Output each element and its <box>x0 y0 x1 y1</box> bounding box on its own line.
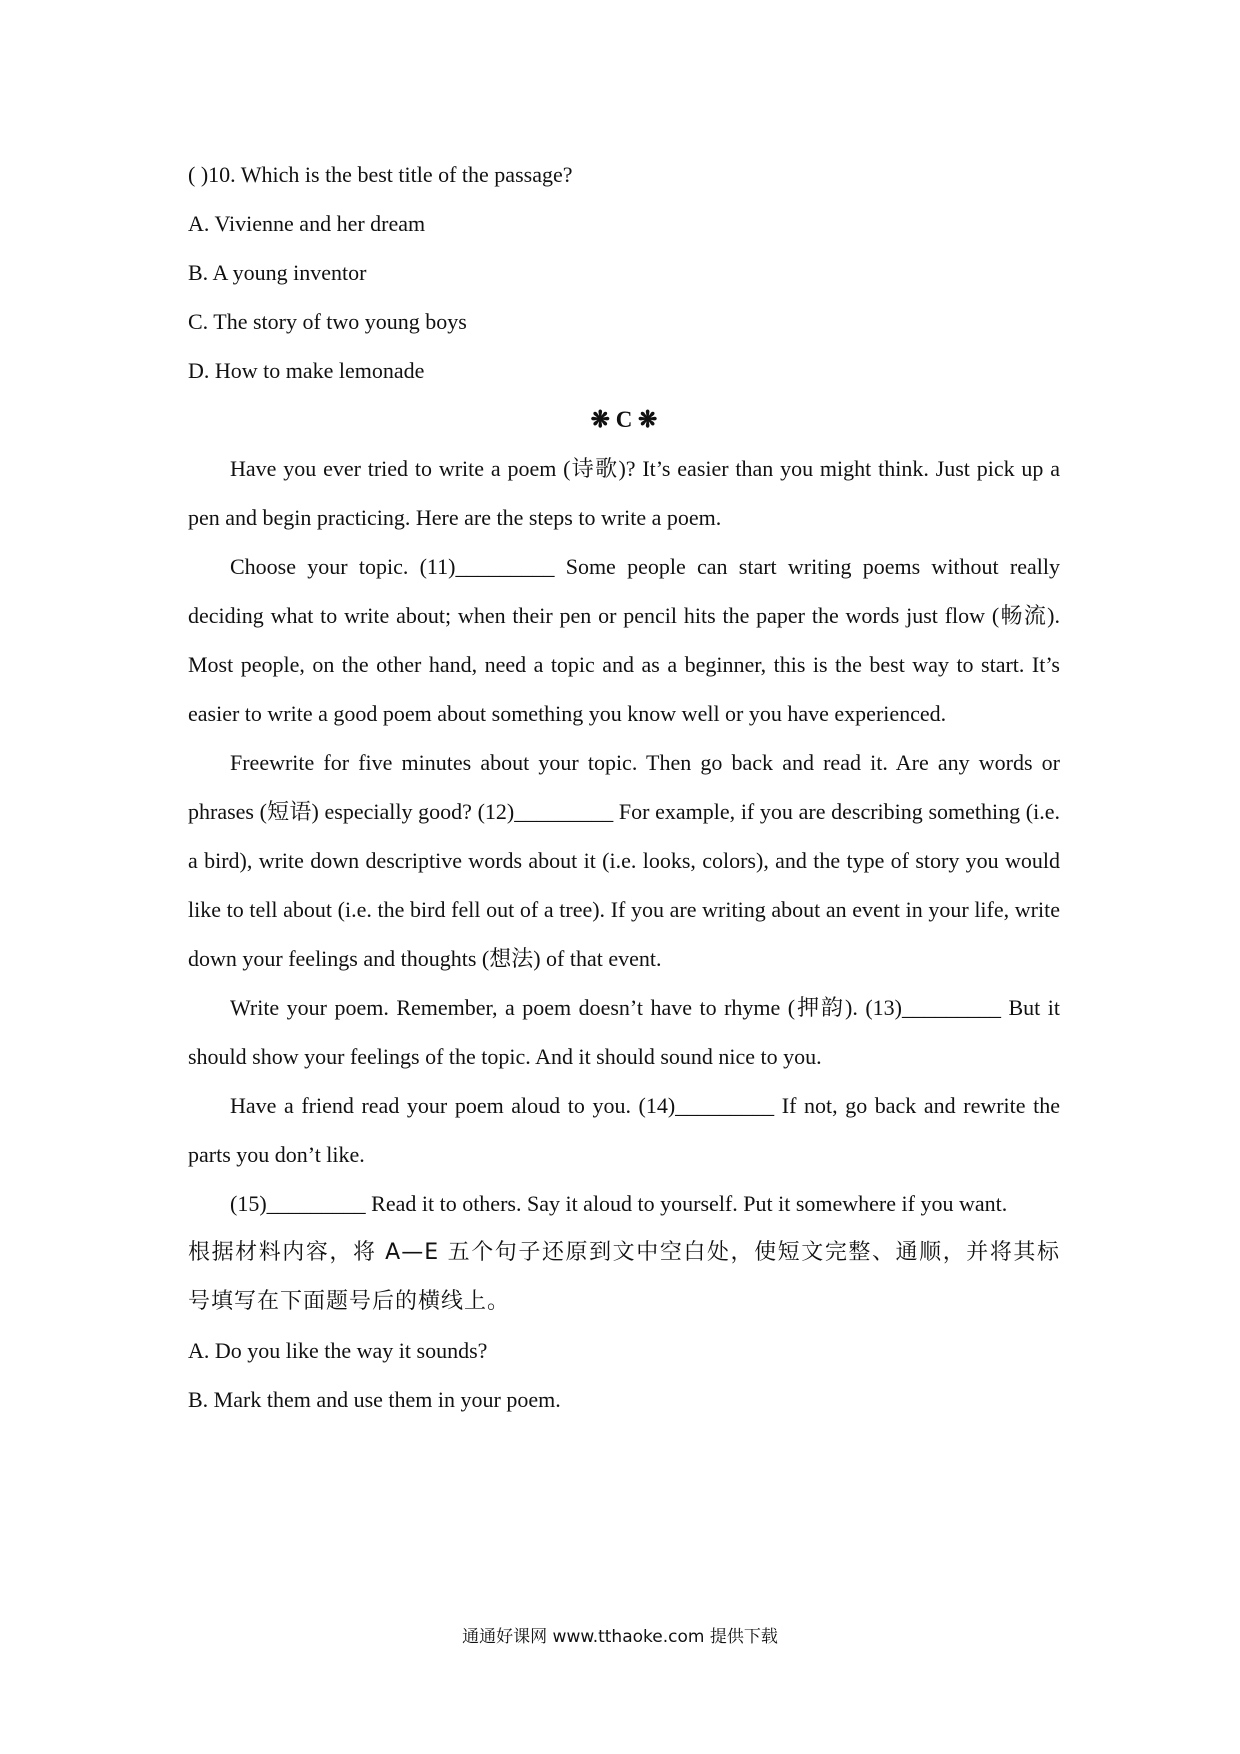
passage-paragraph-2: Choose your topic. (11)_________ Some people can start writing poems without really deciding what to write about; when their pen or pencil hits the paper the words just flow (畅流). Most people, on the other hand, need a topic and as a beginner, this is the best way to start. It’s easier to write a good poem about something you know well or you have experienced. <box>188 554 1060 726</box>
instructions: 根据材料内容，将 A—E 五个句子还原到文中空白处，使短文完整、通顺，并将其标号填写在下面题号后的横线上。 <box>188 1240 1060 1314</box>
question-10-option-b: B. A young inventor <box>188 260 367 285</box>
sentence-option-b: B. Mark them and use them in your poem. <box>188 1387 561 1412</box>
section-heading: ❋ C ❋ <box>590 407 658 432</box>
document-page <box>188 150 1060 1424</box>
passage-paragraph-6: (15)_________ Read it to others. Say it aloud to yourself. Put it somewhere if you want. <box>230 1191 1008 1216</box>
question-10-option-d: D. How to make lemonade <box>188 358 425 383</box>
passage-paragraph-4: Write your poem. Remember, a poem doesn’t have to rhyme (押韵). (13)_________ But it should show your feelings of the topic. And it should sound nice to you. <box>188 995 1060 1069</box>
passage-paragraph-3: Freewrite for five minutes about your topic. Then go back and read it. Are any words or phrases (短语) especially good? (12)_________ For example, if you are describing something (i.e. a bird), write down descriptive words about it (i.e. looks, colors), and the type of story you would like to tell about (i.e. the bird fell out of a tree). If you are writing about an event in your life, write down your feelings and thoughts (想法) of that event. <box>188 750 1060 971</box>
question-10-stem: ( )10. Which is the best title of the passage? <box>188 162 573 187</box>
sentence-option-a: A. Do you like the way it sounds? <box>188 1338 488 1363</box>
passage-paragraph-5: Have a friend read your poem aloud to you. (14)_________ If not, go back and rewrite the parts you don’t like. <box>188 1093 1060 1167</box>
question-10-option-c: C. The story of two young boys <box>188 309 467 334</box>
page-footer: 通通好课网 www.tthaoke.com 提供下载 <box>462 1627 778 1647</box>
passage-paragraph-1: Have you ever tried to write a poem (诗歌)? It’s easier than you might think. Just pick up a pen and begin practicing. Here are the steps to write a poem. <box>188 456 1060 530</box>
question-10-option-a: A. Vivienne and her dream <box>188 211 426 236</box>
